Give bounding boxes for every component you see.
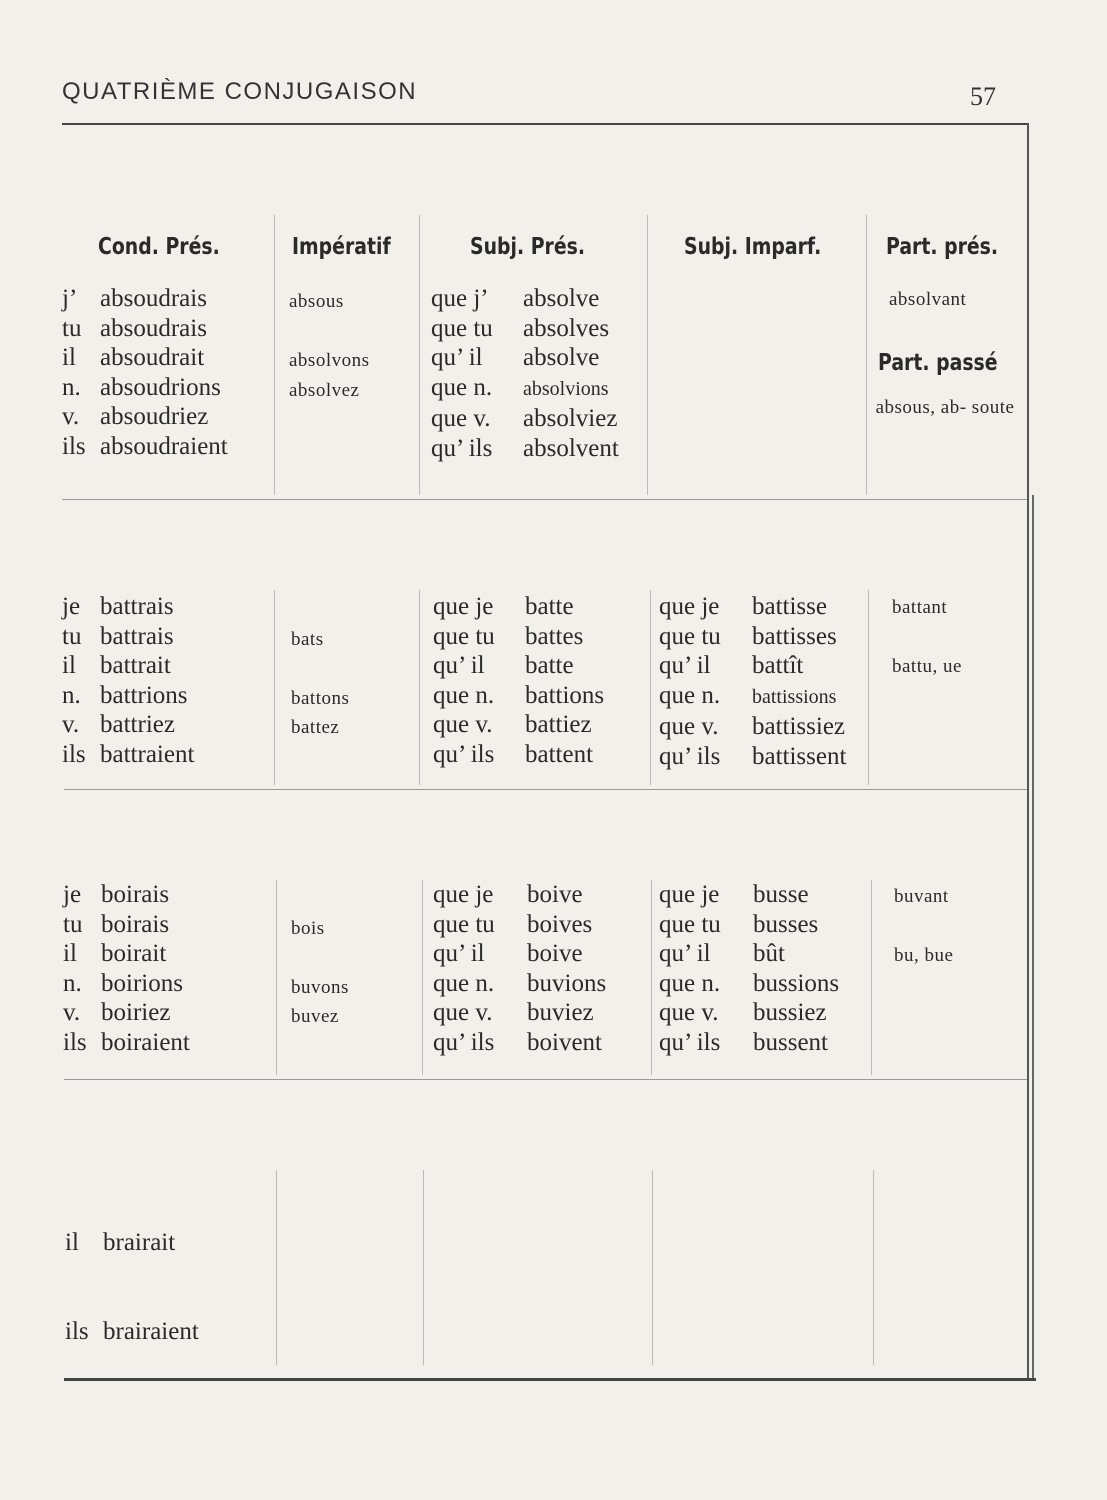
conjugation-line: n. absoudrions [62, 373, 221, 401]
conjugation-line: v. battriez [62, 711, 175, 738]
imperative-line: absolvons [289, 350, 370, 371]
conjugation-line: que n. battissions [659, 681, 837, 709]
participle-past: bu, bue [894, 945, 954, 966]
column-divider [868, 590, 869, 785]
verb-block-3-subj [433, 880, 606, 1057]
conjugation-line: qu’ ils absolvent [431, 434, 619, 462]
imperative-line [291, 654, 349, 684]
header-cond-pres: Cond. Prés. [98, 234, 220, 260]
participle-past: absous, ab- soute [875, 397, 1015, 418]
conjugation-line: v. boiriez [63, 999, 171, 1026]
right-border-outer [1032, 495, 1034, 1380]
header-part-pres: Part. prés. [886, 234, 999, 260]
row-separator [64, 1079, 1027, 1080]
verb-block-2-imparf [659, 592, 846, 771]
conjugation-line: tu boirais [63, 910, 170, 938]
conjugation-line: que n. battions [433, 681, 605, 709]
conjugation-line: ils battraient [62, 740, 195, 768]
column-divider [647, 215, 648, 495]
verb-block-3-imparf [659, 880, 839, 1057]
verb-block-3-cond [63, 880, 190, 1057]
column-divider [873, 1170, 874, 1365]
conjugation-line: qu’ il absolve [431, 344, 600, 371]
conjugation-line: je boirais [63, 881, 170, 908]
conjugation-line: il battrait [62, 652, 171, 679]
conjugation-line: v. absoudriez [62, 403, 209, 430]
imperative-line [289, 317, 370, 347]
imperative-line: battons [291, 687, 350, 709]
participle-present: absolvant [889, 289, 967, 310]
imperative-line: absous [289, 291, 344, 312]
conjugation-line: il absoudrait [62, 344, 205, 371]
conjugation-line: que tu battisses [659, 622, 837, 650]
conjugation-line: qu’ ils boivent [433, 1028, 602, 1056]
conjugation-line: ils brairaient [65, 1318, 199, 1345]
conjugation-line: que tu busses [659, 910, 819, 938]
verb-block-3-imp [291, 884, 349, 1032]
column-divider [866, 215, 867, 495]
conjugation-line: qu’ il batte [433, 652, 574, 679]
column-divider [419, 215, 420, 495]
participle-present: buvant [894, 886, 949, 907]
column-divider [652, 1170, 653, 1365]
column-divider [651, 880, 652, 1075]
participle-past: battu, ue [892, 656, 962, 677]
header-subj-pres: Subj. Prés. [470, 234, 586, 260]
imperative-line [291, 943, 349, 973]
row-separator [64, 789, 1027, 790]
header-subj-imparf: Subj. Imparf. [684, 234, 822, 260]
top-rule [62, 123, 1028, 125]
conjugation-line: que n. buvions [433, 969, 607, 997]
column-divider [276, 880, 277, 1075]
conjugation-line: que v. battissiez [659, 713, 846, 740]
verb-block-2-subj [433, 592, 604, 769]
participle-present: battant [892, 597, 948, 618]
conjugation-line: qu’ il bût [659, 940, 785, 967]
page-number: 57 [970, 82, 996, 111]
column-divider [274, 590, 275, 785]
verb-block-1-imp [289, 287, 370, 405]
verb-block-2-cond [62, 592, 194, 769]
column-divider [276, 1170, 277, 1365]
running-head: QUATRIÈME CONJUGAISON [62, 78, 418, 105]
conjugation-line: que v. battiez [433, 711, 592, 738]
imperative-line: buvons [291, 976, 349, 998]
column-divider [423, 1170, 424, 1365]
conjugation-line: tu battrais [62, 622, 174, 650]
conjugation-line: je battrais [62, 593, 174, 620]
conjugation-line: que je batte [433, 593, 574, 620]
conjugation-line: que v. absolviez [431, 405, 618, 432]
conjugation-line: qu’ ils battissent [659, 742, 847, 770]
conjugation-line: que n. bussions [659, 969, 840, 997]
imperative-line: battez [291, 717, 340, 738]
conjugation-line: que tu battes [433, 622, 584, 650]
bottom-rule [64, 1378, 1036, 1381]
header-imperatif: Impératif [292, 234, 391, 260]
column-divider [422, 880, 423, 1075]
conjugation-line: que v. buviez [433, 999, 594, 1026]
conjugation-line: que n. absolvions [431, 373, 609, 401]
conjugation-line: que je busse [659, 881, 809, 908]
conjugation-line: tu absoudrais [62, 314, 207, 342]
verb-block-2-imp [291, 595, 349, 743]
verb-block-1-subj [431, 284, 619, 463]
conjugation-line: qu’ il boive [433, 940, 583, 967]
conjugation-line: n. boirions [63, 969, 183, 997]
conjugation-line: que v. bussiez [659, 999, 827, 1026]
conjugation-line: qu’ ils battent [433, 740, 594, 768]
conjugation-line: j’ absoudrais [62, 285, 207, 312]
conjugation-line: il boirait [63, 940, 167, 967]
conjugation-line: qu’ ils bussent [659, 1028, 828, 1056]
row-separator [62, 499, 1027, 500]
imperative-line [291, 884, 349, 914]
column-divider [650, 590, 651, 785]
right-border [1027, 123, 1029, 1380]
conjugation-line: n. battrions [62, 681, 188, 709]
column-divider [419, 590, 420, 785]
imperative-line: bats [291, 628, 324, 650]
conjugation-line: que j’ absolve [431, 285, 600, 312]
conjugation-line: que tu boives [433, 910, 593, 938]
column-divider [274, 215, 275, 495]
imperative-line: bois [291, 917, 325, 939]
imperative-line [291, 595, 349, 625]
column-divider [871, 880, 872, 1075]
conjugation-line: il brairait [65, 1229, 176, 1256]
imperative-line: absolvez [289, 379, 360, 401]
conjugation-line: qu’ il battît [659, 652, 804, 679]
conjugation-line: ils boiraient [63, 1028, 190, 1056]
conjugation-line: ils absoudraient [62, 432, 228, 460]
conjugation-line: que je boive [433, 881, 583, 908]
conjugation-line: que je battisse [659, 593, 827, 620]
conjugation-line: que tu absolves [431, 314, 610, 342]
header-part-passe: Part. passé [878, 350, 998, 376]
verb-block-1-cond [62, 284, 228, 461]
imperative-line: buvez [291, 1006, 339, 1027]
